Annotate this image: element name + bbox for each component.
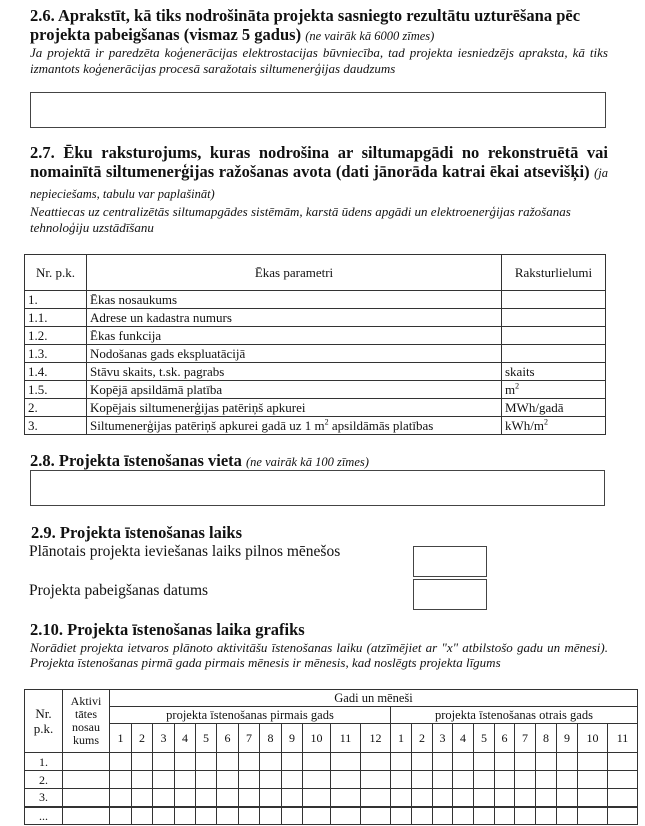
month-cell[interactable] (331, 789, 361, 807)
month-cell[interactable] (282, 771, 303, 789)
month-cell[interactable] (608, 789, 638, 807)
month-header: 6 (495, 724, 515, 753)
table-row (25, 327, 606, 345)
end-date-field[interactable] (413, 579, 487, 610)
month-header: 9 (282, 724, 303, 753)
section-2-8-title: 2.8. Projekta īstenošanas vieta (30, 451, 242, 470)
month-header: 1 (110, 724, 132, 753)
schedule-row (25, 807, 638, 825)
month-cell[interactable] (110, 789, 132, 807)
month-cell[interactable] (474, 789, 495, 807)
month-cell[interactable] (474, 753, 495, 771)
row-value-cell[interactable] (502, 309, 606, 327)
month-cell[interactable] (536, 771, 557, 789)
month-cell[interactable] (391, 789, 412, 807)
month-header: 2 (412, 724, 433, 753)
row-param: Kopējā apsildāmā platība (87, 381, 502, 399)
col-header-nr: Nr. p.k. (25, 690, 63, 753)
month-cell[interactable] (331, 771, 361, 789)
month-cell[interactable] (282, 789, 303, 807)
duration-months-field[interactable] (413, 546, 487, 577)
month-cell[interactable] (433, 753, 453, 771)
month-cell[interactable] (196, 807, 217, 825)
row-nr: 2. (25, 399, 87, 417)
month-cell[interactable] (453, 753, 474, 771)
table-row (25, 381, 606, 399)
unit-sup: 2 (544, 417, 548, 427)
schedule-group-header-row (25, 690, 638, 707)
month-cell[interactable] (474, 807, 495, 825)
month-cell[interactable] (578, 753, 608, 771)
row-param: Kopējais siltumenerģijas patēriņš apkurei (87, 399, 502, 417)
row-param: Ēkas funkcija (87, 327, 502, 345)
month-cell[interactable] (433, 807, 453, 825)
month-cell[interactable] (260, 807, 282, 825)
month-cell[interactable] (132, 753, 153, 771)
section-2-8-heading (30, 451, 608, 472)
row-value-cell[interactable] (502, 291, 606, 309)
row-param: Nodošanas gads ekspluatācijā (87, 345, 502, 363)
month-cell[interactable] (217, 753, 239, 771)
month-cell[interactable] (391, 807, 412, 825)
month-cell[interactable] (196, 771, 217, 789)
month-cell[interactable] (361, 753, 391, 771)
month-cell[interactable] (433, 771, 453, 789)
section-2-7-title: 2.7. Ēku raksturojums, kuras nodrošina ar siltumapgādi no rekonstruētā vai nomainītā siltumenerģijas ražošanas avota (dati jānorāda katrai ēkai atsevišķi) (30, 143, 608, 181)
row-value-cell[interactable] (502, 327, 606, 345)
month-header: 10 (578, 724, 608, 753)
month-cell[interactable] (391, 771, 412, 789)
month-cell[interactable] (110, 753, 132, 771)
month-cell[interactable] (239, 753, 260, 771)
month-cell[interactable] (412, 807, 433, 825)
unit-sup: 2 (515, 381, 520, 391)
month-cell[interactable] (303, 753, 331, 771)
col-header-parameters: Ēkas parametri (87, 255, 502, 291)
month-cell[interactable] (495, 771, 515, 789)
month-header: 8 (536, 724, 557, 753)
col-header-years-months: Gadi un mēneši (110, 690, 638, 707)
section-2-7-heading (30, 143, 608, 204)
month-cell[interactable] (557, 789, 578, 807)
row-param: Adrese un kadastra numurs (87, 309, 502, 327)
month-cell[interactable] (153, 753, 175, 771)
month-header: 2 (132, 724, 153, 753)
row-param: Ēkas nosaukums (87, 291, 502, 309)
month-cell[interactable] (331, 807, 361, 825)
month-cell[interactable] (260, 789, 282, 807)
month-cell[interactable] (110, 771, 132, 789)
month-cell[interactable] (260, 771, 282, 789)
month-cell[interactable] (175, 789, 196, 807)
row-nr: 3. (25, 417, 87, 435)
month-cell[interactable] (239, 771, 260, 789)
row-value-cell[interactable]: MWh/gadā (502, 399, 606, 417)
month-cell[interactable] (578, 771, 608, 789)
month-header: 5 (474, 724, 495, 753)
month-cell[interactable] (391, 753, 412, 771)
row-param: Stāvu skaits, t.sk. pagrabs (87, 363, 502, 381)
section-2-6-title: 2.6. Aprakstīt, kā tiks nodrošināta projekta sasniegto rezultātu uzturēšana pēc projekta pabeigšanas (vismaz 5 gadus) (30, 6, 581, 44)
month-cell[interactable] (217, 771, 239, 789)
month-header: 4 (453, 724, 474, 753)
table-header-row (25, 255, 606, 291)
row-nr: 2. (25, 771, 63, 789)
schedule-row (25, 771, 638, 789)
month-cell[interactable] (196, 789, 217, 807)
month-cell[interactable] (557, 807, 578, 825)
month-cell[interactable] (412, 753, 433, 771)
param-tail: apsildāmās platības (328, 417, 434, 433)
month-cell[interactable] (153, 789, 175, 807)
month-cell[interactable] (453, 789, 474, 807)
month-header: 3 (433, 724, 453, 753)
row-nr: 3. (25, 789, 63, 807)
month-cell[interactable] (453, 807, 474, 825)
month-cell[interactable] (495, 753, 515, 771)
month-cell[interactable] (515, 771, 536, 789)
row-value-cell[interactable] (502, 381, 606, 399)
section-2-10-title: 2.10. Projekta īstenošanas laika grafiks (30, 620, 305, 639)
month-cell[interactable] (536, 789, 557, 807)
row-nr: 1.4. (25, 363, 87, 381)
table-row (25, 291, 606, 309)
section-2-6-heading (30, 6, 608, 46)
month-cell[interactable] (433, 789, 453, 807)
month-cell[interactable] (303, 771, 331, 789)
month-cell[interactable] (412, 789, 433, 807)
table-row (25, 345, 606, 363)
col-header-activity: Aktivi tātes nosau kums (63, 690, 110, 753)
month-cell[interactable] (557, 771, 578, 789)
schedule-row (25, 789, 638, 807)
month-cell[interactable] (239, 789, 260, 807)
row-nr: 1. (25, 291, 87, 309)
schedule-table (24, 689, 638, 825)
month-cell[interactable] (453, 771, 474, 789)
month-header: 12 (361, 724, 391, 753)
month-cell[interactable] (495, 807, 515, 825)
month-cell[interactable] (361, 807, 391, 825)
month-cell[interactable] (608, 753, 638, 771)
activity-cell[interactable] (63, 771, 110, 789)
month-cell[interactable] (536, 807, 557, 825)
month-cell[interactable] (361, 771, 391, 789)
month-cell[interactable] (331, 753, 361, 771)
duration-label: Plānotais projekta ieviešanas laiks pilnos mēnešos (29, 543, 341, 560)
month-cell[interactable] (557, 753, 578, 771)
row-value-cell[interactable] (502, 417, 606, 435)
table-row (25, 363, 606, 381)
month-cell[interactable] (132, 771, 153, 789)
month-cell[interactable] (303, 807, 331, 825)
col-header-nr: Nr. p.k. (25, 255, 87, 291)
month-cell[interactable] (412, 771, 433, 789)
unit-text: m (505, 381, 516, 397)
maintenance-description-field[interactable] (30, 92, 606, 128)
month-cell[interactable] (153, 807, 175, 825)
month-cell[interactable] (196, 753, 217, 771)
section-2-10-hint: Norādiet projekta ietvaros plānoto aktivitāšu īstenošanas laiku (atzīmējiet ar "x" atbilstošo gadu un mēnesi). Projekta īstenošanas pirmā gada pirmais mēnesis ir mēnesis, kad noslēgts projekta līgums (30, 640, 608, 670)
month-cell[interactable] (303, 789, 331, 807)
section-2-7-note: (ja nepieciešams, tabulu var paplašināt) (30, 166, 608, 201)
row-nr: 1. (25, 753, 63, 771)
month-cell[interactable] (474, 771, 495, 789)
month-cell[interactable] (495, 789, 515, 807)
month-header: 11 (608, 724, 638, 753)
month-header: 10 (303, 724, 331, 753)
month-cell[interactable] (515, 807, 536, 825)
activity-cell[interactable] (63, 789, 110, 807)
schedule-year-header-row (25, 707, 638, 724)
param-text: Siltumenerģijas patēriņš apkurei gadā uz 1 m (90, 417, 325, 433)
section-2-8-note: (ne vairāk kā 100 zīmes) (246, 455, 369, 469)
section-2-9-title: 2.9. Projekta īstenošanas laiks (31, 523, 243, 542)
schedule-row (25, 753, 638, 771)
month-header: 7 (239, 724, 260, 753)
row-param (87, 417, 502, 435)
month-header: 8 (260, 724, 282, 753)
schedule-month-header-row (25, 724, 638, 753)
col-header-values: Raksturlielumi (502, 255, 606, 291)
month-cell[interactable] (132, 807, 153, 825)
month-cell[interactable] (217, 807, 239, 825)
activity-cell[interactable] (63, 753, 110, 771)
month-header: 9 (557, 724, 578, 753)
month-cell[interactable] (608, 771, 638, 789)
month-cell[interactable] (239, 807, 260, 825)
row-nr: 1.5. (25, 381, 87, 399)
month-cell[interactable] (515, 789, 536, 807)
month-cell[interactable] (578, 807, 608, 825)
month-cell[interactable] (175, 807, 196, 825)
project-location-field[interactable] (30, 470, 605, 506)
month-cell[interactable] (361, 789, 391, 807)
month-cell[interactable] (578, 789, 608, 807)
month-cell[interactable] (175, 753, 196, 771)
unit-text: kWh/m (505, 417, 544, 433)
month-cell[interactable] (282, 753, 303, 771)
month-cell[interactable] (153, 771, 175, 789)
row-nr: 1.3. (25, 345, 87, 363)
table-row (25, 417, 606, 435)
section-2-6-note: (ne vairāk kā 6000 zīmes) (305, 29, 435, 43)
month-cell[interactable] (132, 789, 153, 807)
row-nr: ... (25, 807, 63, 825)
month-cell[interactable] (515, 753, 536, 771)
section-2-7-hint: Neattiecas uz centralizētās siltumapgādes sistēmām, karstā ūdens apgādi un elektroenerģijas ražošanas tehnoloģiju uzstādīšanu (30, 204, 571, 235)
month-header: 4 (175, 724, 196, 753)
month-header: 11 (331, 724, 361, 753)
row-nr: 1.1. (25, 309, 87, 327)
month-cell[interactable] (110, 807, 132, 825)
month-cell[interactable] (260, 753, 282, 771)
month-header: 3 (153, 724, 175, 753)
month-header: 7 (515, 724, 536, 753)
table-row (25, 399, 606, 417)
month-cell[interactable] (282, 807, 303, 825)
month-cell[interactable] (175, 771, 196, 789)
param-sup: 2 (324, 417, 329, 427)
row-value-cell[interactable] (502, 345, 606, 363)
month-cell[interactable] (608, 807, 638, 825)
row-nr: 1.2. (25, 327, 87, 345)
activity-cell[interactable] (63, 807, 110, 825)
end-date-label: Projekta pabeigšanas datums (29, 582, 209, 599)
year2-header: projekta īstenošanas otrais gads (391, 707, 638, 724)
section-2-6-hint: Ja projektā ir paredzēta koģenerācijas elektrostacijas būvniecība, tad projekta iesniedzējs apraksta, kā tiks izmantots koģenerācijas procesā saražotais siltumenerģijas daudzums (30, 45, 608, 76)
month-cell[interactable] (536, 753, 557, 771)
year1-header: projekta īstenošanas pirmais gads (110, 707, 391, 724)
month-header: 6 (217, 724, 239, 753)
table-row (25, 309, 606, 327)
month-header: 5 (196, 724, 217, 753)
row-value-cell[interactable]: skaits (502, 363, 606, 381)
month-header: 1 (391, 724, 412, 753)
building-parameters-table (24, 254, 606, 435)
month-cell[interactable] (217, 789, 239, 807)
